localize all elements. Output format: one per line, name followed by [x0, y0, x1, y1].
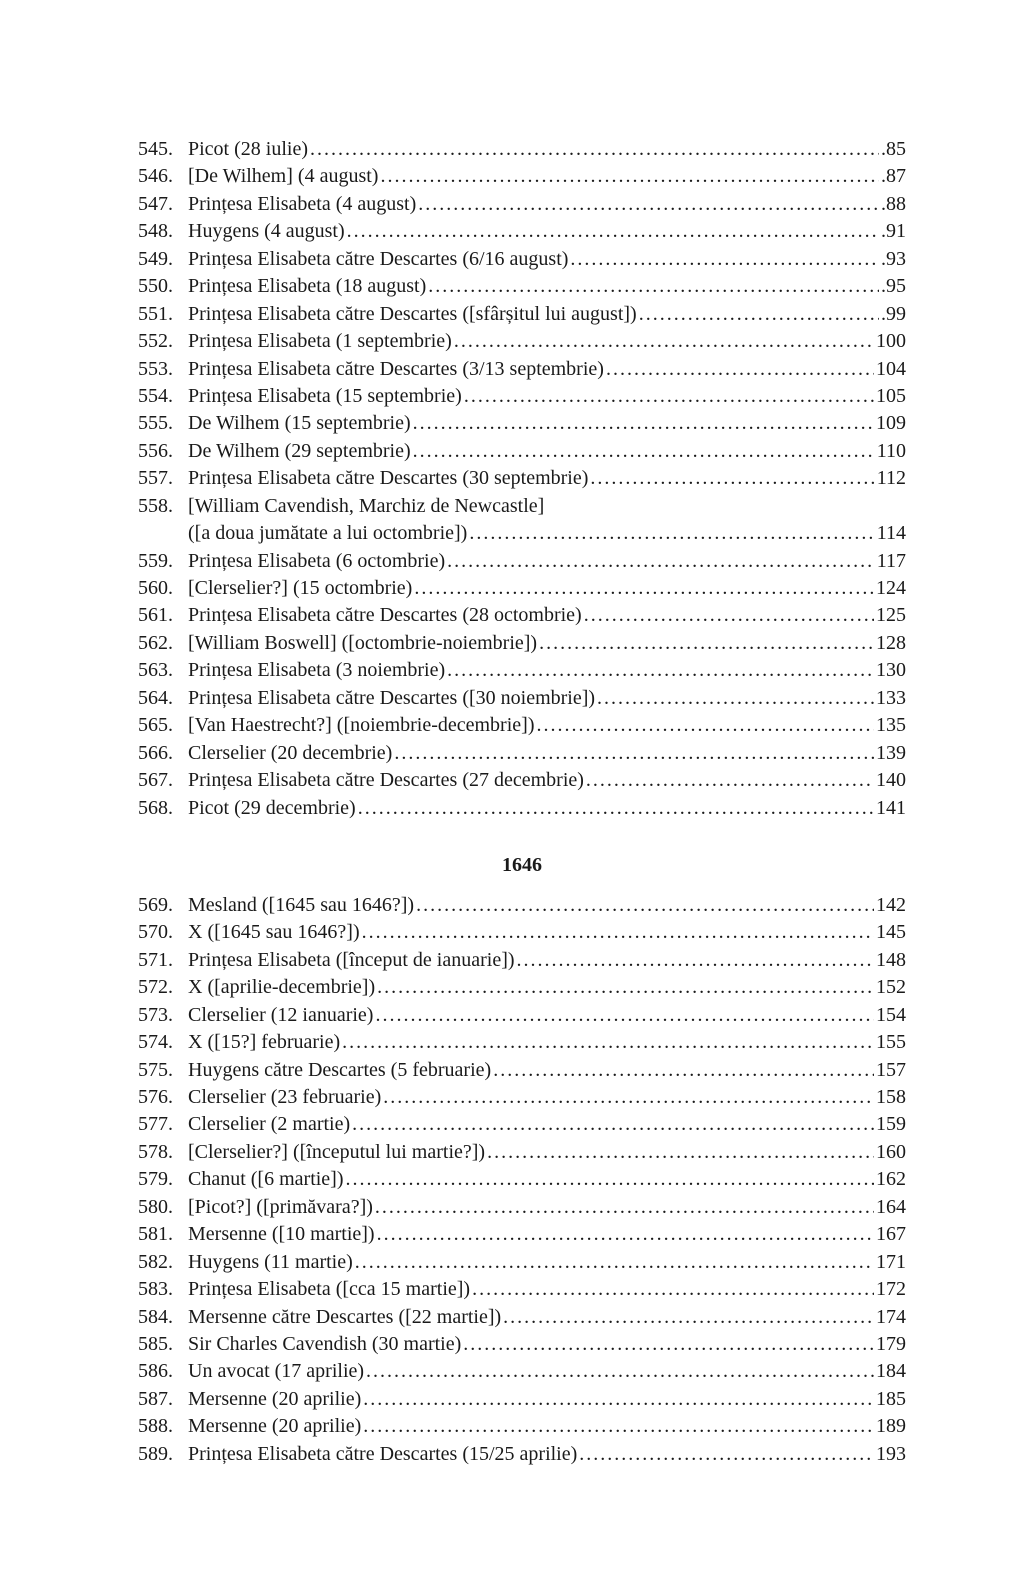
entry-number: 546.: [138, 165, 173, 188]
entry-page: 124: [876, 577, 906, 599]
entry-number: 552.: [138, 330, 173, 353]
toc-entry: [138, 575, 906, 602]
toc-entry: [138, 1057, 906, 1084]
entry-number: 548.: [138, 220, 173, 243]
toc-entry: [138, 273, 906, 300]
entry-number: 575.: [138, 1058, 173, 1081]
entry-number: 569.: [138, 893, 173, 916]
dot-leader: [414, 575, 874, 602]
entry-number: 557.: [138, 467, 173, 490]
entry-number: 549.: [138, 247, 173, 270]
entry-number: 573.: [138, 1003, 173, 1026]
dot-leader: [375, 1194, 874, 1221]
entry-title: Prințesa Elisabeta (3 noiembrie): [188, 659, 446, 682]
entry-page: 109: [876, 412, 906, 435]
table-of-contents: [138, 136, 906, 1468]
dot-leader: [363, 1386, 874, 1413]
entry-page: 152: [876, 976, 906, 999]
entry-page: 185: [876, 1387, 906, 1410]
entry-title: Huygens către Descartes (5 februarie): [188, 1058, 492, 1081]
entry-number: 564.: [138, 686, 173, 709]
entry-title: [Clerselier?] (15 octombrie): [188, 577, 413, 599]
entry-title: Prințesa Elisabeta (18 august): [188, 275, 427, 298]
dot-leader: [464, 383, 874, 410]
toc-entry: [138, 246, 906, 273]
entry-number: 547.: [138, 192, 173, 215]
entry-number: 576.: [138, 1086, 173, 1108]
entry-title: Prințesa Elisabeta (6 octombrie): [188, 549, 446, 572]
toc-entry: [138, 1441, 906, 1468]
entry-title: Prințesa Elisabeta către Descartes ([30 noiembrie]): [188, 686, 596, 709]
entry-number: 577.: [138, 1113, 173, 1136]
entry-page: 172: [876, 1278, 906, 1301]
dot-leader: [418, 191, 879, 218]
toc-entry: [138, 1029, 906, 1056]
dot-leader: [366, 1358, 874, 1385]
entry-title: X ([aprilie-decembrie]): [188, 976, 376, 999]
entry-page: 158: [876, 1086, 906, 1108]
dot-leader: [487, 1139, 874, 1166]
toc-section-1645: [138, 136, 906, 822]
entry-title-continuation: ([a doua jumătate a lui octombrie]): [188, 522, 468, 545]
toc-entry: [138, 383, 906, 410]
entry-number: 559.: [138, 549, 173, 572]
entry-number: 555.: [138, 412, 173, 435]
toc-entry: [138, 1331, 906, 1358]
dot-leader: [413, 410, 874, 437]
dot-leader: [346, 1166, 875, 1193]
toc-entry: [138, 1166, 906, 1193]
entry-page: 133: [876, 686, 906, 709]
entry-title: X ([15?] februarie): [188, 1031, 341, 1054]
toc-entry: [138, 947, 906, 974]
dot-leader: [597, 685, 874, 712]
entry-title: De Wilhem (15 septembrie): [188, 412, 411, 435]
dot-leader: [363, 1413, 874, 1440]
dot-leader: [377, 974, 874, 1001]
dot-leader: [377, 1221, 874, 1248]
entry-number: 584.: [138, 1305, 173, 1328]
toc-entry: [138, 657, 906, 684]
toc-entry: [138, 630, 906, 657]
entry-number: 568.: [138, 796, 173, 819]
toc-entry: [138, 163, 906, 190]
entry-title: Picot (28 iulie): [188, 138, 308, 160]
entry-number: 567.: [138, 769, 173, 792]
entry-title: Prințesa Elisabeta ([cca 15 martie]): [188, 1278, 471, 1301]
dot-leader: [606, 356, 874, 383]
entry-number: 589.: [138, 1442, 173, 1465]
entry-page: 171: [876, 1250, 906, 1273]
entry-page: 125: [876, 604, 906, 627]
dot-leader: [447, 548, 875, 575]
entry-page: .99: [881, 302, 906, 325]
dot-leader: [579, 1441, 874, 1468]
entry-title: Picot (29 decembrie): [188, 796, 356, 819]
entry-page: 159: [876, 1113, 906, 1136]
entry-number: 561.: [138, 604, 173, 627]
entry-page: 100: [876, 330, 906, 353]
dot-leader: [375, 1002, 874, 1029]
dot-leader: [539, 630, 874, 657]
toc-entry: [138, 740, 906, 767]
dot-leader: [428, 273, 879, 300]
dot-leader: [362, 919, 874, 946]
dot-leader: [472, 1276, 874, 1303]
toc-entry: [138, 356, 906, 383]
dot-leader: [383, 1084, 874, 1111]
entry-number: 556.: [138, 439, 173, 462]
toc-entry: [138, 712, 906, 739]
dot-leader: [355, 1249, 874, 1276]
entry-title: [De Wilhem] (4 august): [188, 165, 379, 188]
entry-page: .95: [881, 275, 906, 298]
entry-page: .85: [881, 138, 906, 160]
toc-entry: [138, 974, 906, 1001]
toc-entry-line1: [138, 493, 906, 520]
toc-entry: [138, 1358, 906, 1385]
toc-section-1646: [138, 892, 906, 1468]
entry-title: Prințesa Elisabeta (4 august): [188, 192, 417, 215]
toc-entry: [138, 795, 906, 822]
entry-number: 553.: [138, 357, 173, 380]
entry-page: 164: [876, 1195, 906, 1218]
entry-number: 586.: [138, 1360, 173, 1383]
entry-number: 570.: [138, 921, 173, 944]
dot-leader: [380, 163, 879, 190]
toc-entry-line2: [138, 520, 906, 547]
toc-entry: [138, 1111, 906, 1138]
year-heading: 1646: [502, 853, 542, 876]
entry-page: 167: [876, 1223, 906, 1246]
entry-title: De Wilhem (29 septembrie): [188, 439, 411, 462]
entry-page: 179: [876, 1332, 906, 1355]
entry-page: 154: [876, 1003, 906, 1026]
entry-number: 566.: [138, 741, 173, 764]
dot-leader: [310, 136, 879, 163]
toc-entry: [138, 191, 906, 218]
entry-title: [William Cavendish, Marchiz de Newcastle]: [188, 494, 545, 517]
toc-entry: [138, 892, 906, 919]
entry-title: Prințesa Elisabeta către Descartes (27 decembrie): [188, 769, 584, 792]
toc-entry: [138, 136, 906, 163]
entry-page: 142: [876, 893, 906, 916]
entry-title: Huygens (4 august): [188, 220, 345, 243]
entry-page: 155: [876, 1031, 906, 1054]
entry-page: .91: [881, 220, 906, 243]
toc-entry: [138, 328, 906, 355]
entry-title: Sir Charles Cavendish (30 martie): [188, 1332, 462, 1355]
entry-number: 578.: [138, 1140, 173, 1163]
dot-leader: [590, 465, 874, 492]
toc-entry: [138, 1386, 906, 1413]
entry-page: .93: [881, 247, 906, 270]
entry-title: Clerselier (20 decembrie): [188, 741, 393, 764]
toc-entry: [138, 767, 906, 794]
entry-title: [Van Haestrecht?] ([noiembrie-decembrie]): [188, 714, 535, 737]
toc-entry: [138, 1002, 906, 1029]
entry-title: Mersenne (20 aprilie): [188, 1415, 362, 1438]
entry-number: 579.: [138, 1168, 173, 1191]
entry-number: 545.: [138, 138, 173, 160]
dot-leader: [584, 602, 874, 629]
entry-page: 174: [876, 1305, 906, 1328]
toc-entry: [138, 1413, 906, 1440]
entry-number: 588.: [138, 1415, 173, 1438]
entry-number: 585.: [138, 1332, 173, 1355]
toc-entry: [138, 1304, 906, 1331]
entry-title: Prințesa Elisabeta ([început de ianuarie]): [188, 948, 515, 971]
dot-leader: [342, 1029, 874, 1056]
dot-leader: [347, 218, 879, 245]
entry-title: Clerselier (2 martie): [188, 1113, 351, 1136]
entry-page: 145: [876, 921, 906, 944]
dot-leader: [536, 712, 874, 739]
entry-page: 141: [876, 796, 906, 819]
entry-page: 128: [876, 631, 906, 654]
entry-page: 110: [876, 439, 906, 462]
toc-entry: [138, 438, 906, 465]
entry-title: Un avocat (17 aprilie): [188, 1360, 365, 1383]
entry-title: Prințesa Elisabeta către Descartes ([sfârșitul lui august]): [188, 302, 637, 325]
toc-entry: [138, 465, 906, 492]
entry-page: 117: [876, 549, 906, 572]
entry-number: 554.: [138, 384, 173, 407]
entry-page: 105: [876, 384, 906, 407]
toc-entry: [138, 919, 906, 946]
dot-leader: [447, 657, 874, 684]
entry-page: 184: [876, 1360, 906, 1383]
entry-page: 193: [876, 1442, 906, 1465]
entry-title: Prințesa Elisabeta (15 septembrie): [188, 384, 462, 407]
entry-number: 563.: [138, 659, 173, 682]
toc-entry: [138, 1276, 906, 1303]
entry-page: 130: [876, 659, 906, 682]
dot-leader: [358, 795, 874, 822]
entry-title: [William Boswell] ([octombrie-noiembrie]): [188, 631, 538, 654]
entry-number: 558.: [138, 494, 173, 517]
dot-leader: [463, 1331, 874, 1358]
entry-number: 581.: [138, 1223, 173, 1246]
entry-title: [Clerselier?] ([începutul lui martie?]): [188, 1140, 486, 1163]
toc-entry: [138, 1249, 906, 1276]
entry-number: 572.: [138, 976, 173, 999]
entry-page: 135: [876, 714, 906, 737]
dot-leader: [454, 328, 874, 355]
entry-page: 189: [876, 1415, 906, 1438]
entry-number: 551.: [138, 302, 173, 325]
entry-title: Huygens (11 martie): [188, 1250, 353, 1273]
entry-title: Prințesa Elisabeta către Descartes (30 septembrie): [188, 467, 589, 490]
entry-number: 562.: [138, 631, 173, 654]
dot-leader: [493, 1057, 874, 1084]
toc-entry: [138, 1139, 906, 1166]
dot-leader: [394, 740, 874, 767]
dot-leader: [352, 1111, 874, 1138]
entry-page: 160: [876, 1140, 906, 1163]
entry-page: 112: [876, 467, 906, 490]
entry-title: X ([1645 sau 1646?]): [188, 921, 360, 944]
dot-leader: [570, 246, 879, 273]
entry-title: Mersenne (20 aprilie): [188, 1387, 362, 1410]
entry-title: Chanut ([6 martie]): [188, 1168, 344, 1191]
dot-leader: [639, 301, 879, 328]
entry-title: Prințesa Elisabeta către Descartes (15/25 aprilie): [188, 1442, 578, 1465]
entry-page: .87: [881, 165, 906, 188]
entry-number: 565.: [138, 714, 173, 737]
toc-entry: [138, 1084, 906, 1111]
entry-number: 574.: [138, 1031, 173, 1054]
entry-title: Prințesa Elisabeta către Descartes (28 octombrie): [188, 604, 582, 627]
toc-entry: [138, 301, 906, 328]
entry-title: Prințesa Elisabeta (1 septembrie): [188, 330, 452, 353]
entry-number: 550.: [138, 275, 173, 298]
entry-page: 104: [876, 357, 906, 380]
entry-title: Prințesa Elisabeta către Descartes (6/16 august): [188, 247, 569, 270]
entry-number: 580.: [138, 1195, 173, 1218]
entry-number: 560.: [138, 577, 173, 599]
toc-entry: [138, 602, 906, 629]
dot-leader: [503, 1304, 874, 1331]
entry-page: 139: [876, 741, 906, 764]
entry-title: [Picot?] ([primăvara?]): [188, 1195, 373, 1218]
entry-number: 582.: [138, 1250, 173, 1273]
dot-leader: [416, 892, 874, 919]
entry-page: 140: [876, 769, 906, 792]
toc-entry: [138, 218, 906, 245]
entry-number: 571.: [138, 948, 173, 971]
entry-page: 162: [876, 1168, 906, 1191]
entry-page: .88: [881, 192, 906, 215]
entry-number: 583.: [138, 1278, 173, 1301]
entry-page: 148: [876, 948, 906, 971]
entry-title: Mersenne ([10 martie]): [188, 1223, 375, 1246]
entry-number: 587.: [138, 1387, 173, 1410]
toc-entry: [138, 685, 906, 712]
entry-title: Clerselier (12 ianuarie): [188, 1003, 374, 1026]
entry-title: Prințesa Elisabeta către Descartes (3/13 septembrie): [188, 357, 604, 380]
entry-page: 157: [876, 1058, 906, 1081]
dot-leader: [517, 947, 874, 974]
entry-page: 114: [876, 522, 906, 545]
entry-title: Mesland ([1645 sau 1646?]): [188, 893, 415, 916]
entry-title: Clerselier (23 februarie): [188, 1086, 382, 1108]
toc-entry: [138, 1194, 906, 1221]
dot-leader: [469, 520, 874, 547]
dot-leader: [413, 438, 875, 465]
toc-entry: [138, 1221, 906, 1248]
dot-leader: [586, 767, 874, 794]
toc-entry: [138, 410, 906, 437]
toc-entry: [138, 548, 906, 575]
entry-title: Mersenne către Descartes ([22 martie]): [188, 1305, 502, 1328]
